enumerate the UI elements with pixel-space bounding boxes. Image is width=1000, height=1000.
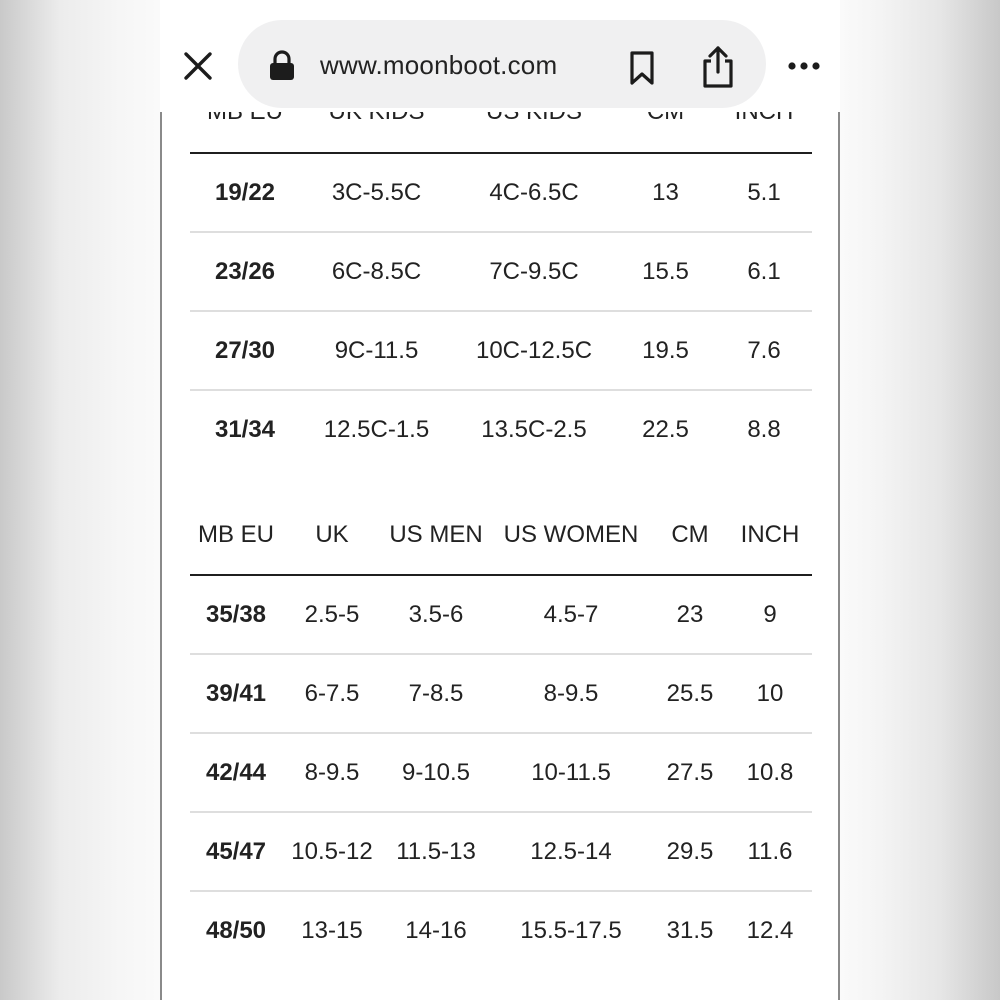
- table-cell: 4.5-7: [490, 575, 652, 654]
- eu-size-cell: 45/47: [190, 812, 282, 891]
- more-options-button[interactable]: [780, 44, 828, 88]
- table-row: [190, 311, 812, 390]
- phone-screen: [160, 0, 840, 1000]
- close-button[interactable]: [176, 44, 220, 88]
- table-cell: 6.1: [716, 232, 812, 311]
- eu-size-cell: 42/44: [190, 733, 282, 812]
- table-cell: 23: [652, 575, 728, 654]
- share-button[interactable]: [696, 42, 740, 92]
- table-cell: 29.5: [652, 812, 728, 891]
- table-cell: 19.5: [615, 311, 716, 390]
- share-icon: [700, 45, 736, 89]
- table-cell: 13: [615, 153, 716, 232]
- page-right-border: [838, 112, 840, 1000]
- table-cell: 13-15: [301, 916, 363, 944]
- table-cell: 11.5-13: [382, 812, 490, 891]
- table-cell: 10.8: [728, 733, 812, 812]
- adult-size-table: [190, 496, 812, 969]
- table-cell: 8-9.5: [282, 733, 382, 812]
- eu-size-cell: 48/50: [205, 916, 267, 944]
- adult-header-us-men: US MEN: [382, 496, 490, 575]
- adult-header-inch: INCH: [728, 496, 812, 575]
- table-cell: 25.5: [652, 654, 728, 733]
- eu-size-cell: 31/34: [214, 415, 276, 443]
- table-cell: 6-7.5: [282, 654, 382, 733]
- table-cell: 9: [728, 575, 812, 654]
- table-cell: 4C-6.5C: [453, 153, 615, 232]
- table-row: [190, 390, 812, 468]
- table-cell: 7.6: [716, 311, 812, 390]
- table-cell: 5.1: [716, 153, 812, 232]
- table-row: [190, 232, 812, 311]
- table-row: [190, 891, 812, 969]
- address-bar[interactable]: [238, 20, 766, 108]
- close-icon: [183, 51, 213, 81]
- table-cell: 15.5: [615, 232, 716, 311]
- adult-table-header-row: [190, 496, 812, 575]
- table-row: [190, 153, 812, 232]
- kids-size-table: [190, 72, 812, 468]
- eu-size-cell: 39/41: [190, 654, 282, 733]
- adult-header-mb-eu: MB EU: [190, 496, 282, 575]
- table-row: [190, 654, 812, 733]
- table-cell: 11.6: [728, 812, 812, 891]
- web-page[interactable]: [160, 0, 840, 1000]
- table-cell: 3.5-6: [382, 575, 490, 654]
- bookmark-button[interactable]: [620, 46, 664, 90]
- table-cell: 7-8.5: [382, 654, 490, 733]
- table-cell: 3C-5.5C: [300, 153, 453, 232]
- table-cell: 27.5: [652, 733, 728, 812]
- url-text[interactable]: www.moonboot.com: [320, 50, 558, 80]
- adult-header-us-women: US WOMEN: [490, 496, 652, 575]
- table-cell: 12.5-14: [490, 812, 652, 891]
- table-cell: 7C-9.5C: [453, 232, 615, 311]
- eu-size-cell: 19/22: [190, 153, 300, 232]
- adult-header-cm: CM: [652, 496, 728, 575]
- table-cell: 22.5: [642, 415, 689, 443]
- lock-icon: [268, 50, 296, 82]
- browser-toolbar: [160, 0, 840, 112]
- table-row: [190, 812, 812, 891]
- table-cell: 31.5: [666, 916, 714, 944]
- table-cell: 14-16: [405, 916, 467, 944]
- table-cell: 10: [728, 654, 812, 733]
- table-cell: 8.8: [747, 415, 781, 443]
- table-row: [190, 575, 812, 654]
- table-cell: 6C-8.5C: [300, 232, 453, 311]
- table-cell: 2.5-5: [282, 575, 382, 654]
- table-cell: 13.5C-2.5: [481, 415, 587, 443]
- table-cell: 15.5-17.5: [520, 916, 622, 944]
- more-dots-icon: [787, 61, 821, 71]
- eu-size-cell: 23/26: [190, 232, 300, 311]
- eu-size-cell: 27/30: [190, 311, 300, 390]
- table-cell: 10-11.5: [490, 733, 652, 812]
- eu-size-cell: 35/38: [190, 575, 282, 654]
- table-cell: 9C-11.5: [300, 311, 453, 390]
- table-cell: 10C-12.5C: [453, 311, 615, 390]
- table-cell: 12.5C-1.5: [323, 415, 430, 443]
- table-row: [190, 733, 812, 812]
- bookmark-icon: [628, 50, 656, 86]
- table-cell: 12.4: [746, 916, 794, 944]
- table-cell: 9-10.5: [382, 733, 490, 812]
- adult-header-uk: UK: [282, 496, 382, 575]
- table-cell: 8-9.5: [490, 654, 652, 733]
- page-left-border: [160, 112, 162, 1000]
- table-cell: 10.5-12: [282, 812, 382, 891]
